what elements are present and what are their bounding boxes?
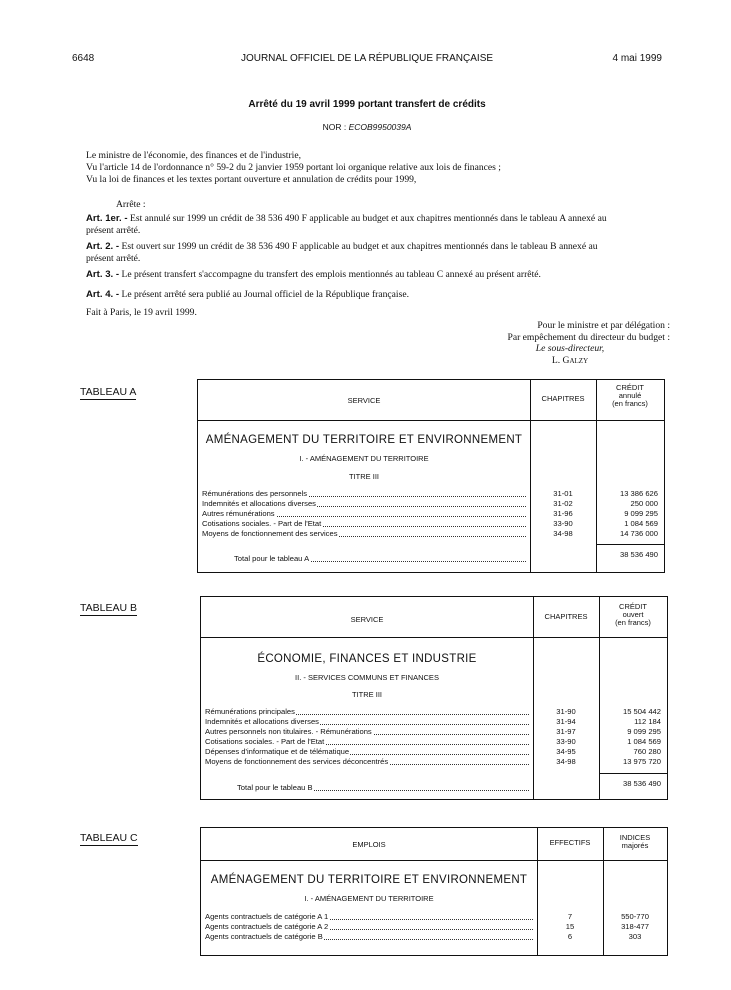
tableau-c-label: TABLEAU C [80, 832, 138, 844]
col-credit-l2: ouvert [622, 610, 644, 619]
ministry-heading: AMÉNAGEMENT DU TERRITOIRE ET ENVIRONNEMENT [210, 874, 528, 886]
signature-title: Le sous-directeur, [535, 343, 605, 354]
col-indices-l1: INDICES [619, 833, 651, 842]
row-label: Rémunérations des personnels [202, 489, 308, 498]
row-chapitre: 34-98 [553, 529, 573, 538]
tableau-a-label: TABLEAU A [80, 386, 137, 398]
section-heading: I. - AMÉNAGEMENT DU TERRITOIRE [304, 894, 434, 903]
row-amount: 13 975 720 [622, 757, 661, 766]
table-row [201, 717, 667, 727]
article-label: Art. 1er. - [86, 213, 128, 224]
fait-a-paris: Fait à Paris, le 19 avril 1999. [86, 307, 197, 318]
article-text-cont: présent arrêté. [86, 225, 141, 236]
row-amount: 14 736 000 [619, 529, 658, 538]
row-amount: 9 099 295 [624, 509, 658, 518]
row-amount: 250 000 [630, 499, 658, 508]
row-label: Agents contractuels de catégorie A 2 [205, 922, 329, 931]
row-amount: 15 504 442 [622, 707, 661, 716]
tableau-c [200, 827, 668, 956]
preamble-line: Vu l'article 14 de l'ordonnance n° 59-2 du 2 janvier 1959 portant loi organique relative aux lois de finances ; [86, 162, 501, 173]
nor-reference [72, 122, 662, 132]
table-row [198, 509, 664, 519]
row-indice: 318-477 [621, 922, 649, 931]
row-amount: 112 184 [634, 717, 661, 726]
titre-heading: TITRE III [352, 690, 382, 699]
tableau-a [197, 379, 665, 573]
article-text-cont: présent arrêté. [86, 253, 141, 264]
table-row [201, 912, 667, 922]
table-row [201, 757, 667, 767]
col-credit-l1: CRÉDIT [616, 383, 644, 392]
table-row [201, 727, 667, 737]
tableau-b-label: TABLEAU B [80, 602, 137, 614]
table-row [201, 707, 667, 717]
row-amount: 760 280 [633, 747, 661, 756]
table-row [201, 737, 667, 747]
signature-name: L. Galzy [551, 354, 589, 366]
row-chapitre: 31-97 [556, 727, 576, 736]
col-service: SERVICE [350, 615, 384, 624]
table-row [201, 747, 667, 757]
nor-prefix: NOR : [322, 122, 347, 132]
col-emplois: EMPLOIS [352, 840, 386, 849]
article-text: Le présent transfert s'accompagne du transfert des emplois mentionnés au tableau C annexé au présent arrêté. [121, 269, 541, 280]
article-label: Art. 3. - [86, 269, 120, 280]
row-label: Agents contractuels de catégorie B [205, 932, 323, 941]
col-credit-l1: CRÉDIT [619, 602, 647, 611]
page-number: 6648 [72, 53, 95, 64]
row-chapitre: 31-94 [556, 717, 576, 726]
ministry-heading: AMÉNAGEMENT DU TERRITOIRE ET ENVIRONNEMENT [205, 434, 523, 446]
row-label: Autres personnels non titulaires. - Rémunérations [205, 727, 372, 736]
row-effectif: 7 [567, 912, 573, 921]
ministry-heading: ÉCONOMIE, FINANCES ET INDUSTRIE [257, 653, 477, 665]
row-amount: 13 386 626 [619, 489, 658, 498]
article-3 [86, 269, 666, 281]
table-row [198, 529, 664, 539]
table-row [201, 922, 667, 932]
col-chapitres: CHAPITRES [544, 612, 588, 621]
total-label: Total pour le tableau B [237, 783, 313, 792]
table-row [198, 489, 664, 499]
article-text: Est ouvert sur 1999 un crédit de 38 536 490 F applicable au budget et aux chapitres mentionnés dans le tableau B annexé au [121, 241, 598, 252]
preamble-line: Le ministre de l'économie, des finances et de l'industrie, [86, 150, 301, 161]
total-row [198, 550, 664, 564]
preamble [86, 150, 666, 186]
section-heading: II. - SERVICES COMMUNS ET FINANCES [295, 673, 439, 682]
article-4 [86, 289, 666, 301]
col-credit [596, 384, 664, 408]
total-amount: 38 536 490 [619, 550, 658, 559]
col-service: SERVICE [347, 396, 381, 405]
row-chapitre: 31-96 [553, 509, 573, 518]
row-label: Cotisations sociales. - Part de l'Etat [205, 737, 325, 746]
col-indices-l2: majorés [621, 841, 649, 850]
row-effectif: 15 [565, 922, 575, 931]
col-indices [603, 834, 667, 850]
article-2 [86, 241, 666, 265]
row-label: Cotisations sociales. - Part de l'Etat [202, 519, 322, 528]
titre-heading: TITRE III [349, 472, 379, 481]
table-row [198, 519, 664, 529]
total-row [201, 779, 667, 793]
row-indice: 550-770 [621, 912, 649, 921]
row-label: Indemnités et allocations diverses [205, 717, 319, 726]
row-chapitre: 33-90 [556, 737, 576, 746]
tableau-b [200, 596, 668, 800]
row-label: Dépenses d'informatique et de télématique [205, 747, 350, 756]
row-chapitre: 34-98 [556, 757, 576, 766]
signature-block [470, 320, 670, 366]
section-heading: I. - AMÉNAGEMENT DU TERRITOIRE [299, 454, 429, 463]
row-chapitre: 31-02 [553, 499, 573, 508]
row-label: Agents contractuels de catégorie A 1 [205, 912, 329, 921]
table-row [201, 932, 667, 942]
row-amount: 9 099 295 [627, 727, 661, 736]
col-credit-l2: annulé [618, 391, 642, 400]
row-label: Rémunérations principales [205, 707, 295, 716]
article-label: Art. 2. - [86, 241, 120, 252]
row-label: Indemnités et allocations diverses [202, 499, 316, 508]
row-amount: 1 084 569 [624, 519, 658, 528]
article-label: Art. 4. - [86, 289, 120, 300]
issue-date: 4 mai 1999 [612, 53, 662, 64]
row-label: Autres rémunérations [202, 509, 275, 518]
nor-code: ECOB9950039A [348, 122, 412, 132]
col-credit-l3: (en francs) [615, 618, 651, 627]
signature-line: Pour le ministre et par délégation : [537, 320, 670, 331]
row-chapitre: 34-95 [556, 747, 576, 756]
article-text: Est annulé sur 1999 un crédit de 38 536 490 F applicable au budget et aux chapitres mentionnés dans le tableau A annexé au [130, 213, 607, 224]
row-label: Moyens de fonctionnement des services déconcentrés [205, 757, 389, 766]
preamble-line: Vu la loi de finances et les textes portant ouverture et annulation de crédits pour 1999, [86, 174, 417, 185]
row-effectif: 6 [567, 932, 573, 941]
journal-title: JOURNAL OFFICIEL DE LA RÉPUBLIQUE FRANÇAISE [240, 53, 494, 64]
row-indice: 303 [628, 932, 642, 941]
row-chapitre: 31-90 [556, 707, 576, 716]
decree-title: Arrêté du 19 avril 1999 portant transfert de crédits [248, 99, 486, 110]
col-effectifs: EFFECTIFS [549, 838, 591, 847]
table-row [198, 499, 664, 509]
total-amount: 38 536 490 [622, 779, 661, 788]
arrete-heading: Arrête : [116, 199, 146, 210]
row-chapitre: 33-90 [553, 519, 573, 528]
signature-line: Par empêchement du directeur du budget : [507, 331, 670, 343]
row-chapitre: 31-01 [553, 489, 573, 498]
col-chapitres: CHAPITRES [541, 394, 585, 403]
row-amount: 1 084 569 [627, 737, 661, 746]
col-credit-l3: (en francs) [612, 399, 648, 408]
article-1 [86, 213, 666, 237]
col-credit [599, 603, 667, 627]
total-label: Total pour le tableau A [234, 554, 310, 563]
article-text: Le présent arrêté sera publié au Journal officiel de la République française. [121, 289, 409, 300]
row-label: Moyens de fonctionnement des services [202, 529, 338, 538]
